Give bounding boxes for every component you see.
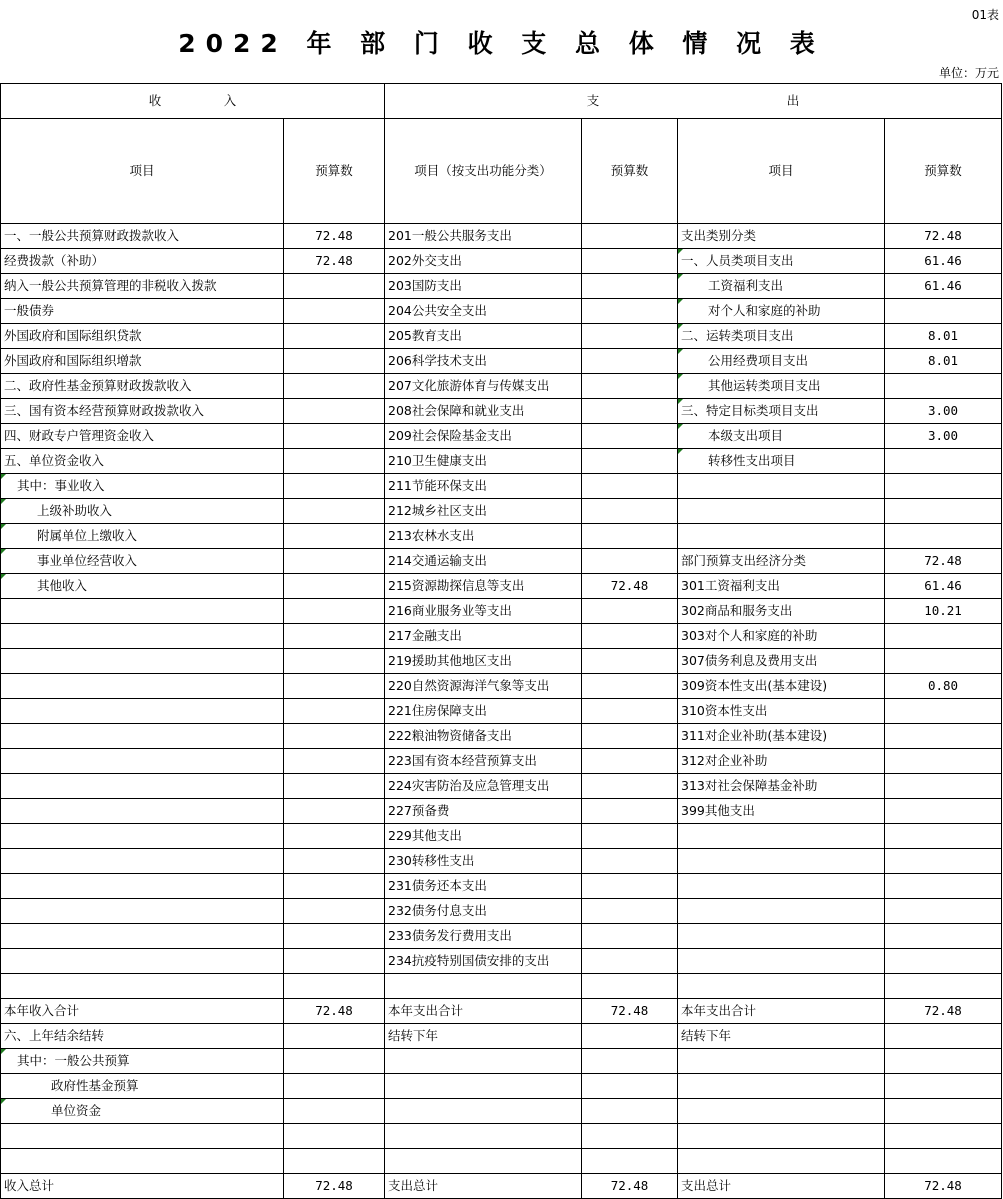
cell-f	[885, 1049, 1002, 1074]
cell-a: 纳入一般公共预算管理的非税收入拨款	[1, 274, 284, 299]
table-row	[1, 1074, 1002, 1099]
cell-d	[582, 824, 678, 849]
table-row	[1, 349, 1002, 374]
table-row	[1, 474, 1002, 499]
cell-d: 72.48	[582, 999, 678, 1024]
cell-e: 二、运转类项目支出	[678, 324, 885, 349]
cell-a	[1, 924, 284, 949]
cell-c: 234抗疫特别国债安排的支出	[385, 949, 582, 974]
cell-f	[885, 499, 1002, 524]
cell-f: 8.01	[885, 349, 1002, 374]
cell-e: 302商品和服务支出	[678, 599, 885, 624]
cell-b	[284, 474, 385, 499]
cell-f	[885, 724, 1002, 749]
cell-f	[885, 849, 1002, 874]
cell-b	[284, 424, 385, 449]
cell-a	[1, 724, 284, 749]
cell-a: 本年收入合计	[1, 999, 284, 1024]
cell-a	[1, 649, 284, 674]
cell-a	[1, 899, 284, 924]
cell-b: 72.48	[284, 1174, 385, 1199]
table-row	[1, 824, 1002, 849]
cell-f: 61.46	[885, 249, 1002, 274]
cell-e: 399其他支出	[678, 799, 885, 824]
cell-e	[678, 874, 885, 899]
cell-e	[678, 1099, 885, 1124]
cell-e: 三、特定目标类项目支出	[678, 399, 885, 424]
cell-c: 232债务付息支出	[385, 899, 582, 924]
cell-a: 五、单位资金收入	[1, 449, 284, 474]
cell-c	[385, 974, 582, 999]
cell-b	[284, 974, 385, 999]
budget-table	[0, 83, 1002, 1199]
cell-b	[284, 949, 385, 974]
expense-header: 支 出	[385, 84, 1002, 119]
table-row	[1, 449, 1002, 474]
table-row	[1, 699, 1002, 724]
cell-f	[885, 1149, 1002, 1174]
table-row	[1, 399, 1002, 424]
cell-f: 72.48	[885, 224, 1002, 249]
cell-b	[284, 824, 385, 849]
cell-c	[385, 1149, 582, 1174]
cell-d	[582, 699, 678, 724]
cell-c: 支出总计	[385, 1174, 582, 1199]
cell-e: 对个人和家庭的补助	[678, 299, 885, 324]
cell-d	[582, 799, 678, 824]
table-row	[1, 1099, 1002, 1124]
cell-c: 230转移性支出	[385, 849, 582, 874]
cell-d	[582, 499, 678, 524]
cell-b	[284, 1149, 385, 1174]
cell-d	[582, 399, 678, 424]
cell-a: 单位资金	[1, 1099, 284, 1124]
table-row	[1, 874, 1002, 899]
cell-b	[284, 674, 385, 699]
cell-c: 207文化旅游体育与传媒支出	[385, 374, 582, 399]
cell-f: 8.01	[885, 324, 1002, 349]
cell-c: 220自然资源海洋气象等支出	[385, 674, 582, 699]
cell-a	[1, 824, 284, 849]
cell-e: 部门预算支出经济分类	[678, 549, 885, 574]
cell-f	[885, 824, 1002, 849]
cell-d	[582, 1024, 678, 1049]
table-row	[1, 799, 1002, 824]
cell-b	[284, 874, 385, 899]
cell-f	[885, 949, 1002, 974]
table-row	[1, 599, 1002, 624]
cell-c: 201一般公共服务支出	[385, 224, 582, 249]
cell-e	[678, 899, 885, 924]
cell-d: 72.48	[582, 574, 678, 599]
cell-e	[678, 499, 885, 524]
col-header-budget2: 预算数	[582, 119, 678, 224]
cell-d	[582, 899, 678, 924]
cell-e: 支出类别分类	[678, 224, 885, 249]
cell-e	[678, 1124, 885, 1149]
cell-f	[885, 524, 1002, 549]
cell-e: 转移性支出项目	[678, 449, 885, 474]
cell-d	[582, 1149, 678, 1174]
cell-d	[582, 674, 678, 699]
table-row	[1, 1024, 1002, 1049]
cell-d	[582, 524, 678, 549]
cell-a: 其中：事业收入	[1, 474, 284, 499]
table-row	[1, 549, 1002, 574]
cell-b	[284, 349, 385, 374]
cell-f	[885, 974, 1002, 999]
cell-d	[582, 724, 678, 749]
table-row	[1, 324, 1002, 349]
col-header-item: 项目	[1, 119, 284, 224]
cell-a	[1, 599, 284, 624]
cell-e	[678, 974, 885, 999]
income-header: 收 入	[1, 84, 385, 119]
cell-a	[1, 1124, 284, 1149]
cell-d	[582, 299, 678, 324]
table-row	[1, 949, 1002, 974]
table-row	[1, 974, 1002, 999]
cell-e	[678, 1149, 885, 1174]
cell-f	[885, 1024, 1002, 1049]
cell-c: 224灾害防治及应急管理支出	[385, 774, 582, 799]
cell-f: 0.80	[885, 674, 1002, 699]
cell-c: 206科学技术支出	[385, 349, 582, 374]
cell-f: 3.00	[885, 424, 1002, 449]
cell-b	[284, 549, 385, 574]
cell-a: 收入总计	[1, 1174, 284, 1199]
cell-a: 上级补助收入	[1, 499, 284, 524]
cell-b	[284, 499, 385, 524]
cell-b	[284, 324, 385, 349]
unit-label: 单位：万元	[938, 66, 999, 80]
cell-a	[1, 949, 284, 974]
cell-a	[1, 799, 284, 824]
cell-e	[678, 524, 885, 549]
table-row	[1, 1049, 1002, 1074]
table-row	[1, 674, 1002, 699]
cell-f	[885, 1124, 1002, 1149]
cell-e: 313对社会保障基金补助	[678, 774, 885, 799]
cell-f	[885, 474, 1002, 499]
cell-b	[284, 774, 385, 799]
cell-b	[284, 649, 385, 674]
cell-d	[582, 274, 678, 299]
cell-f	[885, 449, 1002, 474]
cell-c	[385, 1049, 582, 1074]
cell-d: 72.48	[582, 1174, 678, 1199]
cell-a: 外国政府和国际组织贷款	[1, 324, 284, 349]
cell-c: 本年支出合计	[385, 999, 582, 1024]
cell-d	[582, 374, 678, 399]
cell-c: 221住房保障支出	[385, 699, 582, 724]
cell-a: 四、财政专户管理资金收入	[1, 424, 284, 449]
header-row-columns	[1, 119, 1002, 224]
table-row	[1, 274, 1002, 299]
table-row	[1, 1149, 1002, 1174]
table-row	[1, 849, 1002, 874]
table-row	[1, 649, 1002, 674]
cell-e: 本年支出合计	[678, 999, 885, 1024]
cell-b	[284, 1074, 385, 1099]
cell-f	[885, 624, 1002, 649]
cell-d	[582, 774, 678, 799]
table-row	[1, 899, 1002, 924]
cell-e: 其他运转类项目支出	[678, 374, 885, 399]
table-row	[1, 524, 1002, 549]
cell-f: 3.00	[885, 399, 1002, 424]
cell-e: 支出总计	[678, 1174, 885, 1199]
cell-b: 72.48	[284, 224, 385, 249]
cell-c: 214交通运输支出	[385, 549, 582, 574]
cell-f: 72.48	[885, 1174, 1002, 1199]
table-row	[1, 774, 1002, 799]
cell-d	[582, 924, 678, 949]
cell-b	[284, 299, 385, 324]
cell-c: 210卫生健康支出	[385, 449, 582, 474]
cell-f	[885, 924, 1002, 949]
cell-c: 209社会保险基金支出	[385, 424, 582, 449]
cell-d	[582, 324, 678, 349]
cell-c: 205教育支出	[385, 324, 582, 349]
cell-b	[284, 624, 385, 649]
cell-d	[582, 1099, 678, 1124]
cell-e: 公用经费项目支出	[678, 349, 885, 374]
table-row	[1, 249, 1002, 274]
cell-f	[885, 299, 1002, 324]
cell-a: 一般债券	[1, 299, 284, 324]
cell-a: 二、政府性基金预算财政拨款收入	[1, 374, 284, 399]
cell-b	[284, 524, 385, 549]
cell-b	[284, 724, 385, 749]
cell-a: 政府性基金预算	[1, 1074, 284, 1099]
cell-f	[885, 749, 1002, 774]
cell-f: 61.46	[885, 574, 1002, 599]
cell-b	[284, 924, 385, 949]
cell-f	[885, 1074, 1002, 1099]
cell-b	[284, 1024, 385, 1049]
cell-a: 一、一般公共预算财政拨款收入	[1, 224, 284, 249]
cell-e: 本级支出项目	[678, 424, 885, 449]
cell-c: 结转下年	[385, 1024, 582, 1049]
table-row	[1, 374, 1002, 399]
cell-d	[582, 349, 678, 374]
cell-e: 301工资福利支出	[678, 574, 885, 599]
cell-b	[284, 399, 385, 424]
cell-b	[284, 1049, 385, 1074]
cell-d	[582, 749, 678, 774]
cell-a	[1, 1149, 284, 1174]
table-row	[1, 624, 1002, 649]
cell-e	[678, 1049, 885, 1074]
cell-b	[284, 899, 385, 924]
cell-d	[582, 974, 678, 999]
cell-c: 227预备费	[385, 799, 582, 824]
cell-f: 72.48	[885, 549, 1002, 574]
table-row	[1, 224, 1002, 249]
cell-a	[1, 699, 284, 724]
cell-d	[582, 874, 678, 899]
table-row	[1, 574, 1002, 599]
cell-a	[1, 974, 284, 999]
cell-e	[678, 949, 885, 974]
cell-a	[1, 849, 284, 874]
cell-e	[678, 924, 885, 949]
cell-d	[582, 1074, 678, 1099]
form-number: 01表	[971, 8, 999, 22]
cell-f: 72.48	[885, 999, 1002, 1024]
cell-c: 231债务还本支出	[385, 874, 582, 899]
table-row	[1, 999, 1002, 1024]
cell-d	[582, 1049, 678, 1074]
cell-c: 202外交支出	[385, 249, 582, 274]
cell-d	[582, 849, 678, 874]
cell-a: 三、国有资本经营预算财政拨款收入	[1, 399, 284, 424]
table-row	[1, 924, 1002, 949]
cell-e	[678, 849, 885, 874]
table-row	[1, 1124, 1002, 1149]
cell-a	[1, 774, 284, 799]
cell-e: 一、人员类项目支出	[678, 249, 885, 274]
cell-d	[582, 224, 678, 249]
cell-b	[284, 449, 385, 474]
cell-e: 307债务利息及费用支出	[678, 649, 885, 674]
cell-f	[885, 899, 1002, 924]
cell-c: 203国防支出	[385, 274, 582, 299]
cell-d	[582, 949, 678, 974]
cell-b	[284, 699, 385, 724]
cell-f	[885, 374, 1002, 399]
cell-c	[385, 1099, 582, 1124]
cell-a: 外国政府和国际组织增款	[1, 349, 284, 374]
cell-b	[284, 1124, 385, 1149]
cell-c: 223国有资本经营预算支出	[385, 749, 582, 774]
cell-c: 215资源勘探信息等支出	[385, 574, 582, 599]
cell-a	[1, 674, 284, 699]
cell-b: 72.48	[284, 999, 385, 1024]
cell-e	[678, 824, 885, 849]
cell-b	[284, 1099, 385, 1124]
cell-e: 310资本性支出	[678, 699, 885, 724]
cell-c: 222粮油物资储备支出	[385, 724, 582, 749]
table-row	[1, 424, 1002, 449]
cell-c	[385, 1124, 582, 1149]
header-row-top	[1, 84, 1002, 119]
cell-e: 结转下年	[678, 1024, 885, 1049]
cell-d	[582, 549, 678, 574]
cell-f: 61.46	[885, 274, 1002, 299]
table-row	[1, 299, 1002, 324]
page-title: 2022 年 部 门 收 支 总 体 情 况 表	[178, 29, 825, 58]
cell-d	[582, 449, 678, 474]
cell-c: 208社会保障和就业支出	[385, 399, 582, 424]
cell-f: 10.21	[885, 599, 1002, 624]
cell-e	[678, 474, 885, 499]
col-header-item-func: 项目（按支出功能分类）	[385, 119, 582, 224]
cell-b	[284, 574, 385, 599]
cell-f	[885, 649, 1002, 674]
cell-a: 经费拨款（补助）	[1, 249, 284, 274]
table-row	[1, 1174, 1002, 1199]
cell-c: 219援助其他地区支出	[385, 649, 582, 674]
cell-c: 229其他支出	[385, 824, 582, 849]
cell-b	[284, 374, 385, 399]
cell-b	[284, 849, 385, 874]
cell-e: 303对个人和家庭的补助	[678, 624, 885, 649]
cell-f	[885, 799, 1002, 824]
cell-c	[385, 1074, 582, 1099]
cell-b	[284, 799, 385, 824]
cell-a: 六、上年结余结转	[1, 1024, 284, 1049]
cell-a	[1, 624, 284, 649]
col-header-budget: 预算数	[284, 119, 385, 224]
cell-c: 213农林水支出	[385, 524, 582, 549]
cell-d	[582, 474, 678, 499]
table-row	[1, 749, 1002, 774]
cell-b	[284, 274, 385, 299]
cell-d	[582, 649, 678, 674]
cell-b: 72.48	[284, 249, 385, 274]
table-row	[1, 724, 1002, 749]
cell-d	[582, 1124, 678, 1149]
cell-c: 233债务发行费用支出	[385, 924, 582, 949]
cell-e: 工资福利支出	[678, 274, 885, 299]
cell-e: 312对企业补助	[678, 749, 885, 774]
table-row	[1, 499, 1002, 524]
cell-b	[284, 599, 385, 624]
cell-c: 217金融支出	[385, 624, 582, 649]
cell-a: 事业单位经营收入	[1, 549, 284, 574]
col-header-item3: 项目	[678, 119, 885, 224]
col-header-budget3: 预算数	[885, 119, 1002, 224]
cell-e: 311对企业补助(基本建设)	[678, 724, 885, 749]
cell-c: 216商业服务业等支出	[385, 599, 582, 624]
cell-f	[885, 774, 1002, 799]
cell-e	[678, 1074, 885, 1099]
cell-f	[885, 699, 1002, 724]
cell-d	[582, 424, 678, 449]
cell-a: 附属单位上缴收入	[1, 524, 284, 549]
cell-f	[885, 1099, 1002, 1124]
cell-a: 其他收入	[1, 574, 284, 599]
cell-d	[582, 249, 678, 274]
cell-c: 204公共安全支出	[385, 299, 582, 324]
cell-a: 其中：一般公共预算	[1, 1049, 284, 1074]
cell-a	[1, 749, 284, 774]
cell-d	[582, 624, 678, 649]
cell-c: 212城乡社区支出	[385, 499, 582, 524]
cell-a	[1, 874, 284, 899]
cell-d	[582, 599, 678, 624]
cell-c: 211节能环保支出	[385, 474, 582, 499]
cell-f	[885, 874, 1002, 899]
cell-b	[284, 749, 385, 774]
cell-e: 309资本性支出(基本建设)	[678, 674, 885, 699]
